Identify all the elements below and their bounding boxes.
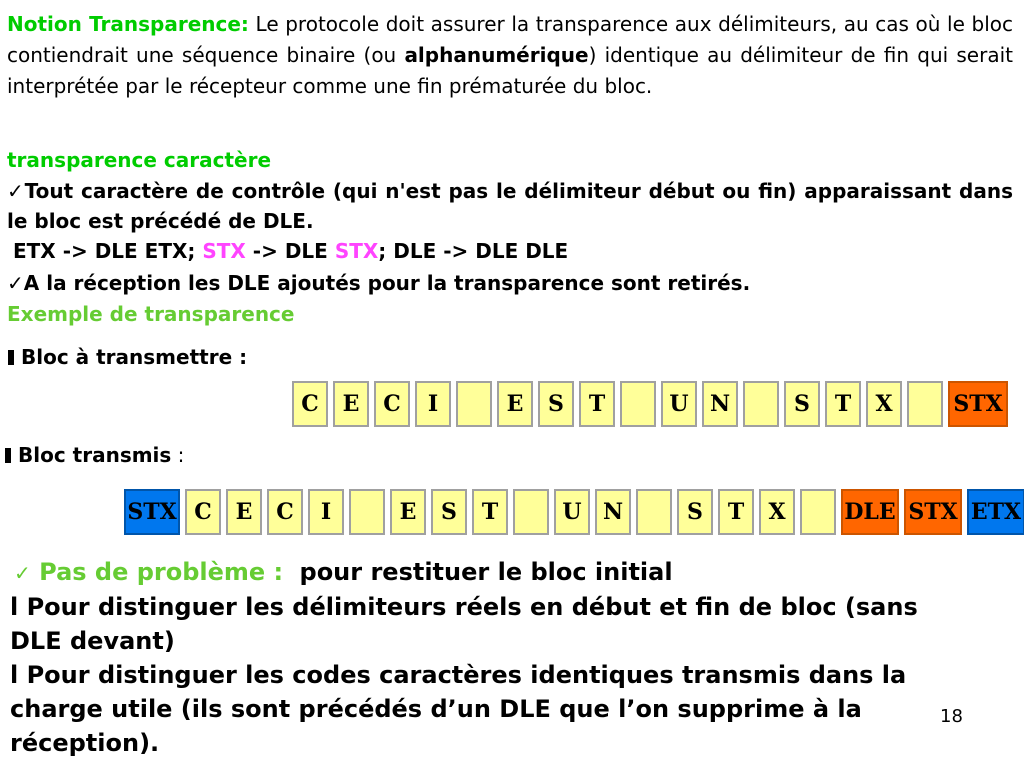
cell-empty bbox=[743, 381, 779, 427]
cell-dle: DLE bbox=[841, 489, 899, 535]
bottom-check-text: pour restituer le bloc initial bbox=[299, 558, 673, 586]
cell-empty bbox=[800, 489, 836, 535]
cell-t: T bbox=[472, 489, 508, 535]
cell-i: I bbox=[415, 381, 451, 427]
bloc2-colon: : bbox=[171, 443, 185, 467]
checkmark-icon: ✓ bbox=[14, 561, 31, 585]
intro-text-2: ) identique au délimiteur de fin qui serait interprétée par le récepteur comme une fin prématurée du bloc. bbox=[7, 43, 1013, 98]
cell-i: I bbox=[308, 489, 344, 535]
cell-n: N bbox=[595, 489, 631, 535]
bottom-item-1 bbox=[10, 590, 970, 658]
rule-part-a: ETX -> DLE ETX; bbox=[13, 239, 203, 263]
cell-x: X bbox=[759, 489, 795, 535]
check-item-2 bbox=[7, 268, 1017, 298]
check-item-2-text: A la réception les DLE ajoutés pour la transparence sont retirés. bbox=[23, 271, 751, 295]
bottom-bullet: l bbox=[10, 661, 19, 689]
check-item-1-text: Tout caractère de contrôle (qui n'est pas le délimiteur début ou fin) apparaissant dans le bloc est précédé de DLE. bbox=[7, 179, 1013, 233]
cell-stx: STX bbox=[904, 489, 962, 535]
cell-empty bbox=[907, 381, 943, 427]
cell-u: U bbox=[554, 489, 590, 535]
checkmark-icon: ✓ bbox=[7, 179, 25, 203]
cell-c: C bbox=[292, 381, 328, 427]
rule-part-c: ; DLE -> DLE DLE bbox=[378, 239, 569, 263]
check-item-1 bbox=[7, 176, 1013, 236]
bloc1-label: Bloc à transmettre : bbox=[21, 345, 248, 369]
cell-c: C bbox=[185, 489, 221, 535]
bottom-item-2 bbox=[10, 658, 970, 760]
intro-label: Notion Transparence: bbox=[7, 12, 249, 36]
cell-c: C bbox=[374, 381, 410, 427]
cell-e: E bbox=[226, 489, 262, 535]
rule-stx-2: STX bbox=[334, 239, 379, 263]
cell-e: E bbox=[497, 381, 533, 427]
checkmark-icon: ✓ bbox=[7, 271, 24, 295]
cell-s: S bbox=[784, 381, 820, 427]
cell-s: S bbox=[538, 381, 574, 427]
bottom-item-2-text: Pour distinguer les codes caractères identiques transmis dans la charge utile (ils sont précédés d’un DLE que l’on supprime à la réception). bbox=[10, 661, 907, 757]
cell-t: T bbox=[718, 489, 754, 535]
bloc2-row bbox=[0, 489, 1024, 539]
bloc1-label-line bbox=[8, 342, 1018, 372]
bottom-item-1-text: Pour distinguer les délimiteurs réels en début et fin de bloc (sans DLE devant) bbox=[10, 593, 918, 655]
cell-stx: STX bbox=[948, 381, 1008, 427]
cell-empty bbox=[456, 381, 492, 427]
bullet-icon bbox=[8, 350, 14, 365]
cell-etx: ETX bbox=[967, 489, 1024, 535]
cell-empty bbox=[513, 489, 549, 535]
bottom-check-line bbox=[14, 555, 974, 590]
cell-t: T bbox=[825, 381, 861, 427]
cell-x: X bbox=[866, 381, 902, 427]
bloc2-label-line bbox=[5, 440, 1015, 470]
cell-e: E bbox=[333, 381, 369, 427]
section-title-exemple: Exemple de transparence bbox=[7, 302, 295, 326]
rule-stx-1: STX bbox=[202, 239, 246, 263]
page-number: 18 bbox=[940, 706, 963, 727]
bloc2-label: Bloc transmis bbox=[18, 443, 172, 467]
intro-text-1: Le protocole doit assurer la transparence aux délimiteurs, au cas où le bloc contiendrait une séquence binaire (ou bbox=[7, 12, 1014, 67]
section-title-transparence: transparence caractère bbox=[7, 148, 272, 172]
rule-part-b: -> DLE bbox=[245, 239, 335, 263]
bloc1-row bbox=[0, 381, 1024, 431]
cell-t: T bbox=[579, 381, 615, 427]
cell-empty bbox=[349, 489, 385, 535]
bottom-bullet: l bbox=[10, 593, 19, 621]
intro-paragraph bbox=[7, 9, 1013, 102]
cell-u: U bbox=[661, 381, 697, 427]
rule-line bbox=[13, 236, 1023, 266]
cell-empty bbox=[636, 489, 672, 535]
cell-e: E bbox=[390, 489, 426, 535]
bullet-icon bbox=[5, 448, 11, 463]
cell-empty bbox=[620, 381, 656, 427]
cell-c: C bbox=[267, 489, 303, 535]
cell-s: S bbox=[431, 489, 467, 535]
bottom-check-label: Pas de problème : bbox=[39, 558, 284, 586]
cell-s: S bbox=[677, 489, 713, 535]
intro-bold-word: alphanumérique bbox=[404, 43, 589, 67]
cell-n: N bbox=[702, 381, 738, 427]
cell-stx: STX bbox=[124, 489, 180, 535]
